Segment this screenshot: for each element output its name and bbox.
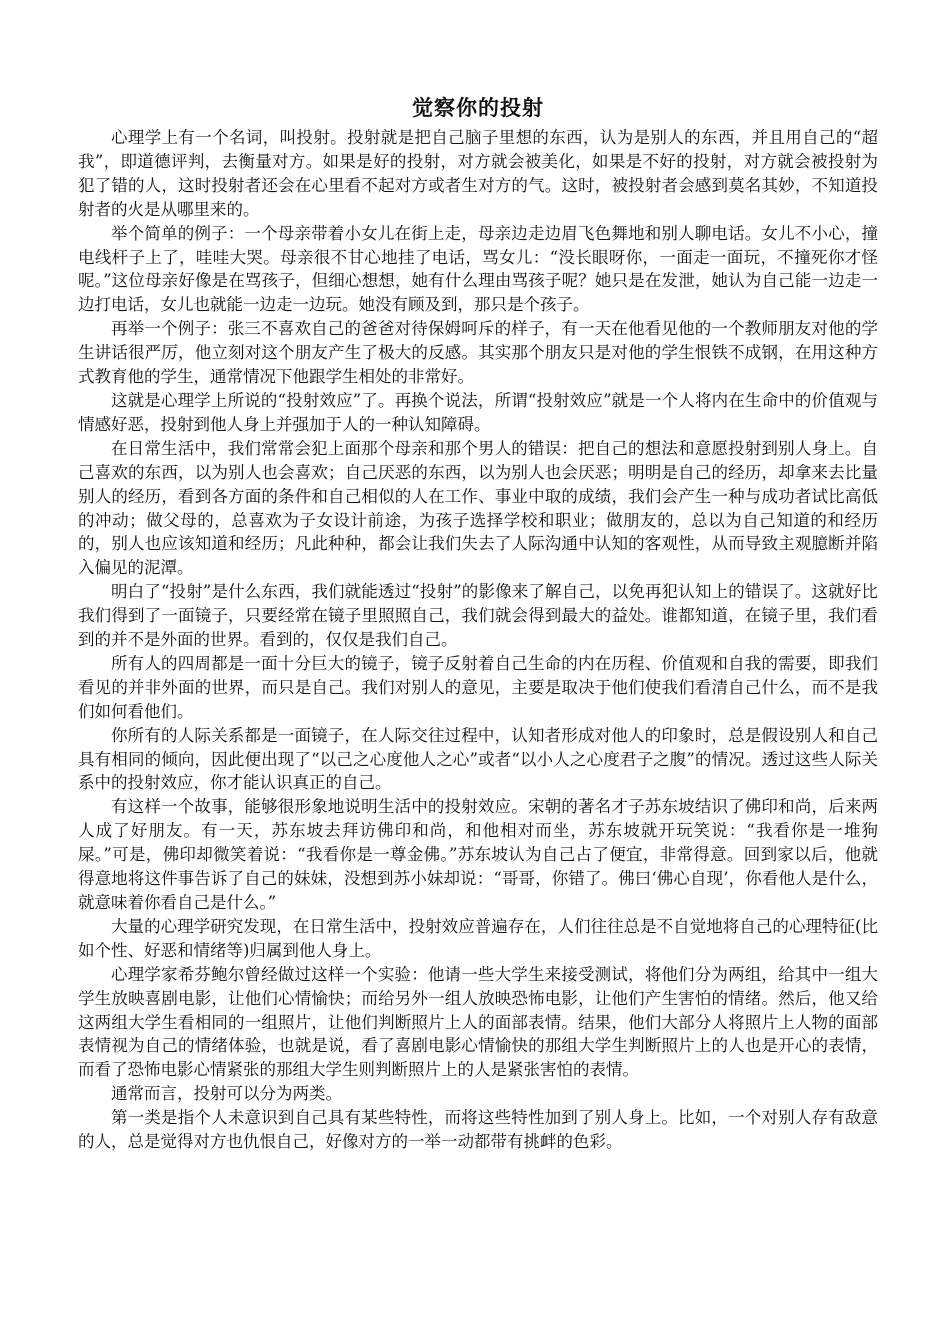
paragraph-9: 有这样一个故事，能够很形象地说明生活中的投射效应。宋朝的著名才子苏东坡结识了佛印和尚，后来两人成了好朋友。有一天，苏东坡去拜访佛印和尚，和他相对而坐，苏东坡就开玩笑说：“我看你是一堆狗屎。”可是，佛印却微笑着说：“我看你是一尊金佛。”苏东坡认为自己占了便宜，非常得意。回到家以后，他就得意地将这件事告诉了自己的妹妹，没想到苏小妹却说：“哥哥，你错了。佛曰‘佛心自现’，你看他人是什么，就意味着你看自己是什么。” bbox=[78, 797, 878, 912]
paragraph-13: 第一类是指个人未意识到自己具有某些特性，而将这些特性加到了别人身上。比如，一个对别人存有敌意的人，总是觉得对方也仇恨自己，好像对方的一举一动都带有挑衅的色彩。 bbox=[78, 1108, 878, 1152]
document-page bbox=[78, 92, 878, 1154]
paragraph-2: 举个简单的例子：一个母亲带着小女儿在街上走，母亲边走边眉飞色舞地和别人聊电话。女儿不小心，撞电线杆子上了，哇哇大哭。母亲很不甘心地挂了电话，骂女儿：“没长眼呀你，一面走一面玩，不撞死你才怪呢。”这位母亲好像是在骂孩子，但细心想想，她有什么理由骂孩子呢？她只是在发泄，她认为自己能一边走一边打电话，女儿也就能一边走一边玩。她没有顾及到，那只是个孩子。 bbox=[78, 223, 878, 315]
paragraph-8: 你所有的人际关系都是一面镜子，在人际交往过程中，认知者形成对他人的印象时，总是假设别人和自己具有相同的倾向，因此便出现了“以己之心度他人之心”或者“以小人之心度君子之腹”的情况。透过这些人际关系中的投射效应，你才能认识真正的自己。 bbox=[78, 725, 878, 793]
paragraph-12: 通常而言，投射可以分为两类。 bbox=[111, 1084, 342, 1104]
paragraph-1: 心理学上有一个名词，叫投射。投射就是把自己脑子里想的东西，认为是别人的东西，并且用自己的“超我”，即道德评判，去衡量对方。如果是好的投射，对方就会被美化，如果是不好的投射，对方就会被投射为犯了错的人，这时投射者还会在心里看不起对方或者生对方的气。这时，被投射者会感到莫名其妙，不知道投射者的火是从哪里来的。 bbox=[78, 128, 878, 219]
document-title: 觉察你的投射 bbox=[412, 95, 544, 120]
paragraph-11: 心理学家希芬鲍尔曾经做过这样一个实验：他请一些大学生来接受测试，将他们分为两组，给其中一组大学生放映喜剧电影，让他们心情愉快；而给另外一组人放映恐怖电影，让他们产生害怕的情绪。然后，他又给这两组大学生看相同的一组照片，让他们判断照片上人的面部表情。结果，他们大部分人将照片上人物的面部表情视为自己的情绪体验，也就是说，看了喜剧电影心情愉快的那组大学生判断照片上的人也是开心的表情，而看了恐怖电影心情紧张的那组大学生则判断照片上的人是紧张害怕的表情。 bbox=[78, 964, 878, 1080]
paragraph-10: 大量的心理学研究发现，在日常生活中，投射效应普遍存在，人们往往总是不自觉地将自己的心理特征(比如个性、好恶和情绪等)归属到他人身上。 bbox=[78, 916, 878, 960]
paragraph-5: 在日常生活中，我们常常会犯上面那个母亲和那个男人的错误：把自己的想法和意愿投射到别人身上。自己喜欢的东西，以为别人也会喜欢；自己厌恶的东西，以为别人也会厌恶；明明是自己的经历，却拿来去比量别人的经历，看到各方面的条件和自己相似的人在工作、事业中取的成绩，我们会产生一种与成功者试比高低的冲动；做父母的，总喜欢为子女设计前途，为孩子选择学校和职业；做朋友的，总以为自己知道的和经历的，别人也应该知道和经历；凡此种种，都会让我们失去了人际沟通中认知的客观性，从而导致主观臆断并陷入偏见的泥潭。 bbox=[78, 438, 878, 578]
paragraph-6: 明白了“投射”是什么东西，我们就能透过“投射”的影像来了解自己，以免再犯认知上的错误了。这就好比我们得到了一面镜子，只要经常在镜子里照照自己，我们就会得到最大的益处。谁都知道，在镜子里，我们看到的并不是外面的世界。看到的，仅仅是我们自己。 bbox=[78, 582, 878, 650]
paragraph-7: 所有人的四周都是一面十分巨大的镜子，镜子反射着自己生命的内在历程、价值观和自我的需要，即我们看见的并非外面的世界，而只是自己。我们对别人的意见，主要是取决于他们使我们看清自己什么，而不是我们如何看他们。 bbox=[78, 653, 878, 721]
paragraph-3: 再举一个例子：张三不喜欢自己的爸爸对待保姆呵斥的样子，有一天在他看见他的一个教师朋友对他的学生讲话很严厉，他立刻对这个朋友产生了极大的反感。其实那个朋友只是对他的学生恨铁不成钢，在用这种方式教育他的学生，通常情况下他跟学生相处的非常好。 bbox=[78, 319, 878, 387]
paragraph-4: 这就是心理学上所说的“投射效应”了。再换个说法，所谓“投射效应”就是一个人将内在生命中的价值观与情感好恶，投射到他人身上并强加于人的一种认知障碍。 bbox=[78, 390, 878, 434]
